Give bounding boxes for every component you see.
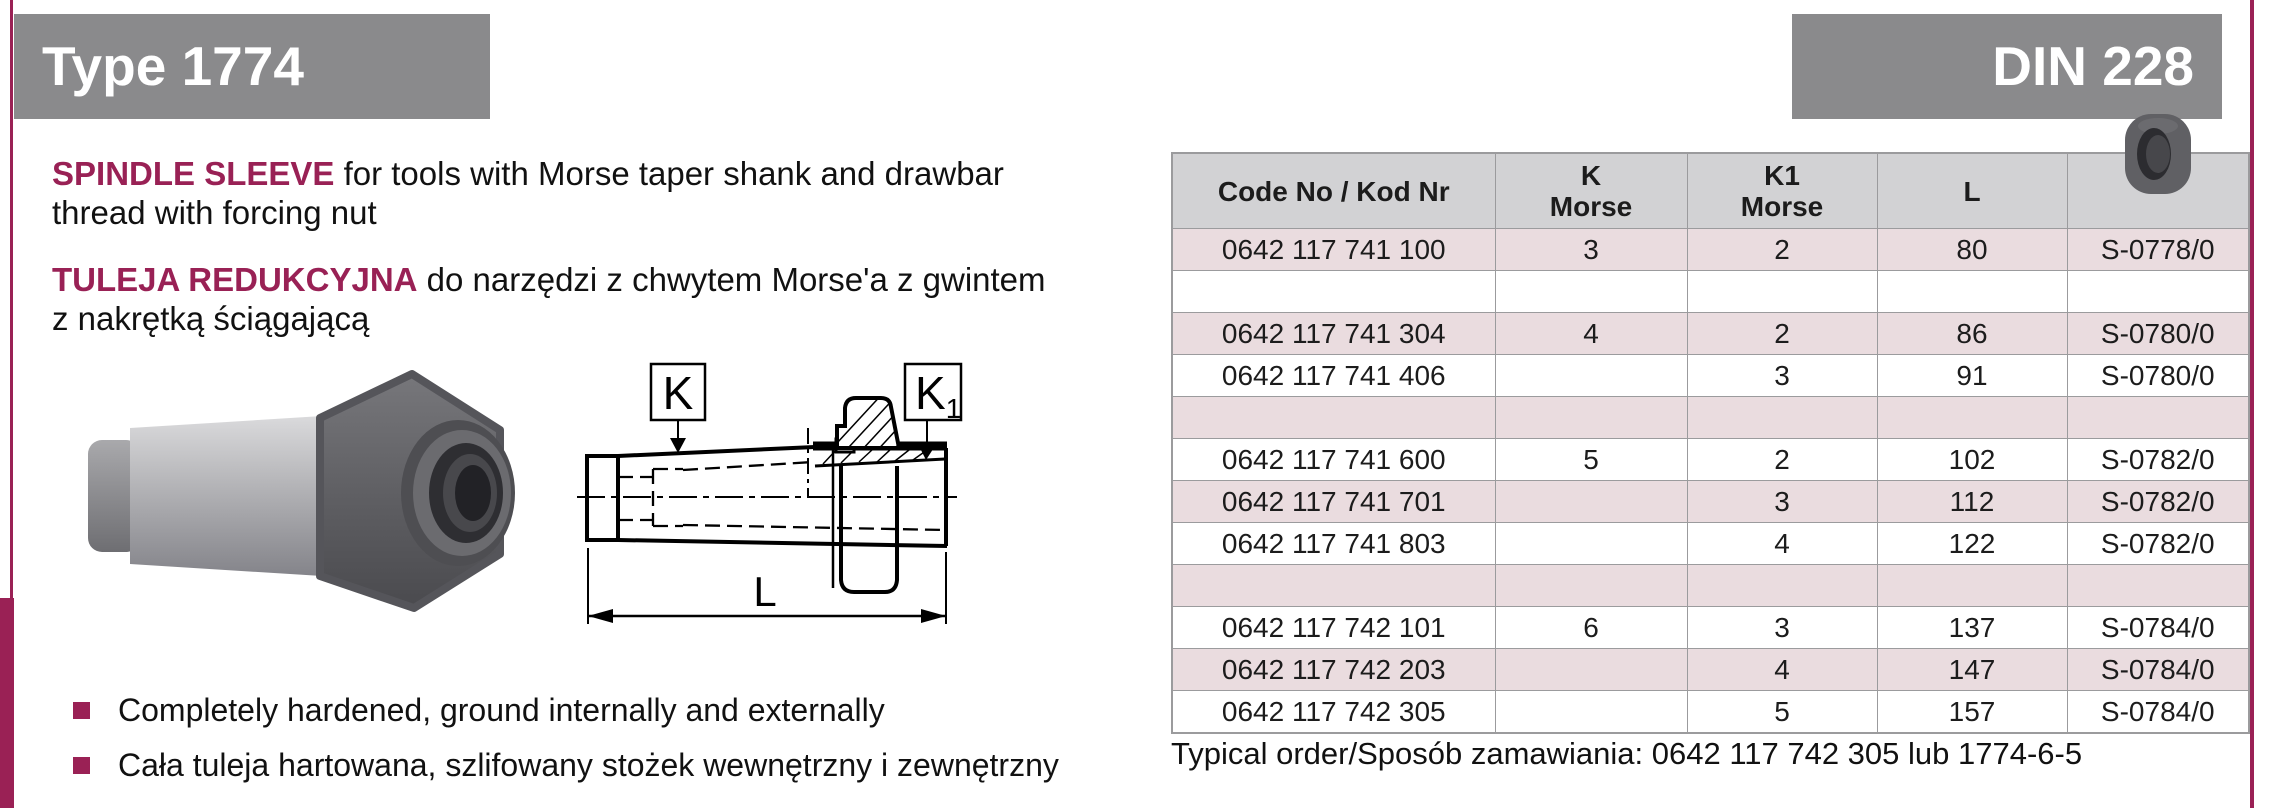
cell-ref: S-0782/0	[2067, 439, 2249, 481]
cell-code: 0642 117 742 305	[1172, 691, 1495, 734]
cell-k1: 3	[1687, 481, 1877, 523]
cell-l	[1877, 565, 2067, 607]
cell-k1: 4	[1687, 649, 1877, 691]
cell-k	[1495, 397, 1687, 439]
cell-ref: S-0780/0	[2067, 355, 2249, 397]
cell-ref: S-0782/0	[2067, 481, 2249, 523]
dim-arrow-left	[588, 609, 613, 623]
cell-ref: S-0782/0	[2067, 523, 2249, 565]
cell-k	[1495, 481, 1687, 523]
cell-l: 102	[1877, 439, 2067, 481]
table-row	[1172, 229, 2249, 271]
left-rule	[10, 0, 13, 600]
cell-l: 112	[1877, 481, 2067, 523]
cell-k1: 3	[1687, 355, 1877, 397]
description-en-title: SPINDLE SLEEVE	[52, 155, 335, 192]
table-row	[1172, 649, 2249, 691]
cell-k: 5	[1495, 439, 1687, 481]
cell-k1	[1687, 397, 1877, 439]
col-header-k1: K1 Morse	[1687, 153, 1877, 229]
cell-code: 0642 117 741 701	[1172, 481, 1495, 523]
cell-code	[1172, 565, 1495, 607]
table-row	[1172, 355, 2249, 397]
cell-code: 0642 117 741 304	[1172, 313, 1495, 355]
cell-code: 0642 117 742 101	[1172, 607, 1495, 649]
cell-ref: S-0778/0	[2067, 229, 2249, 271]
description-pl-title: TULEJA REDUKCYJNA	[52, 261, 418, 298]
cell-k1: 2	[1687, 439, 1877, 481]
table-row	[1172, 691, 2249, 734]
cell-l	[1877, 397, 2067, 439]
cell-code: 0642 117 741 600	[1172, 439, 1495, 481]
type-label: Type 1774	[42, 35, 304, 97]
cell-k	[1495, 691, 1687, 734]
cell-k: 3	[1495, 229, 1687, 271]
page-title	[14, 14, 490, 119]
product-photo	[70, 330, 540, 660]
right-rule	[2250, 0, 2254, 808]
cell-code	[1172, 397, 1495, 439]
description-pl-text: do narzędzi z chwytem Morse'a z gwintem z nakrętką ściągającą	[52, 261, 1046, 337]
typical-order-note: Typical order/Sposób zamawiania: 0642 117 742 305 lub 1774-6-5	[1171, 736, 2083, 771]
cell-code: 0642 117 741 803	[1172, 523, 1495, 565]
table-row-spacer	[1172, 397, 2249, 439]
cell-k1: 2	[1687, 229, 1877, 271]
table-row	[1172, 439, 2249, 481]
dim-arrow-right	[921, 609, 946, 623]
din-label: DIN 228	[1992, 35, 2194, 97]
table-header-row	[1172, 153, 2249, 229]
cell-k: 6	[1495, 607, 1687, 649]
technical-drawing	[575, 356, 1175, 656]
feature-list	[73, 690, 1059, 785]
list-item	[73, 690, 1059, 730]
table-row-spacer	[1172, 565, 2249, 607]
label-k1: K1	[915, 367, 962, 424]
nut-section-outline	[837, 398, 899, 448]
description-pl	[52, 260, 1067, 338]
col-header-code: Code No / Kod Nr	[1172, 153, 1495, 229]
cell-ref: S-0784/0	[2067, 691, 2249, 734]
pointer-k1	[919, 446, 935, 460]
table-row	[1172, 313, 2249, 355]
description-en-text: for tools with Morse taper shank and drawbar thread with forcing nut	[52, 155, 1004, 231]
cell-k	[1495, 271, 1687, 313]
pointer-k	[670, 438, 686, 453]
table-row	[1172, 523, 2249, 565]
cell-ref: S-0784/0	[2067, 649, 2249, 691]
parts-table	[1171, 152, 2250, 734]
cell-ref: S-0780/0	[2067, 313, 2249, 355]
bullet-square-icon	[73, 757, 90, 774]
cell-l	[1877, 271, 2067, 313]
cell-l: 86	[1877, 313, 2067, 355]
cell-k	[1495, 565, 1687, 607]
cell-ref	[2067, 271, 2249, 313]
col-header-k: K Morse	[1495, 153, 1687, 229]
col-header-icon	[2067, 153, 2249, 229]
cell-l: 137	[1877, 607, 2067, 649]
col-header-l: L	[1877, 153, 2067, 229]
description-en	[52, 154, 1067, 232]
cell-k1	[1687, 565, 1877, 607]
cell-l: 157	[1877, 691, 2067, 734]
sleeve-body	[130, 416, 322, 576]
cell-code: 0642 117 741 100	[1172, 229, 1495, 271]
table-row-spacer	[1172, 271, 2249, 313]
left-edge-tab	[0, 598, 14, 808]
list-item	[73, 745, 1059, 785]
bullet-square-icon	[73, 702, 90, 719]
cell-code	[1172, 271, 1495, 313]
cell-l: 91	[1877, 355, 2067, 397]
cell-l: 147	[1877, 649, 2067, 691]
cell-ref: S-0784/0	[2067, 607, 2249, 649]
bore-hole	[455, 465, 491, 521]
cell-k1: 5	[1687, 691, 1877, 734]
cell-l: 80	[1877, 229, 2067, 271]
table-row	[1172, 481, 2249, 523]
cell-code: 0642 117 741 406	[1172, 355, 1495, 397]
feature-text-pl: Cała tuleja hartowana, szlifowany stożek wewnętrzny i zewnętrzny	[118, 747, 1059, 783]
cell-k1: 2	[1687, 313, 1877, 355]
label-l: L	[753, 568, 777, 615]
feature-text-en: Completely hardened, ground internally and externally	[118, 692, 885, 728]
cell-ref	[2067, 397, 2249, 439]
cell-k: 4	[1495, 313, 1687, 355]
cell-k	[1495, 523, 1687, 565]
spindle-sleeve-nut-photo-icon	[2116, 104, 2200, 202]
cell-l: 122	[1877, 523, 2067, 565]
table-row	[1172, 607, 2249, 649]
cell-k	[1495, 355, 1687, 397]
cell-k1: 3	[1687, 607, 1877, 649]
label-k: K	[662, 367, 694, 419]
cell-k1	[1687, 271, 1877, 313]
outer-taper-top	[618, 447, 815, 456]
cell-k	[1495, 649, 1687, 691]
cell-ref	[2067, 565, 2249, 607]
cell-k1: 4	[1687, 523, 1877, 565]
cell-code: 0642 117 742 203	[1172, 649, 1495, 691]
